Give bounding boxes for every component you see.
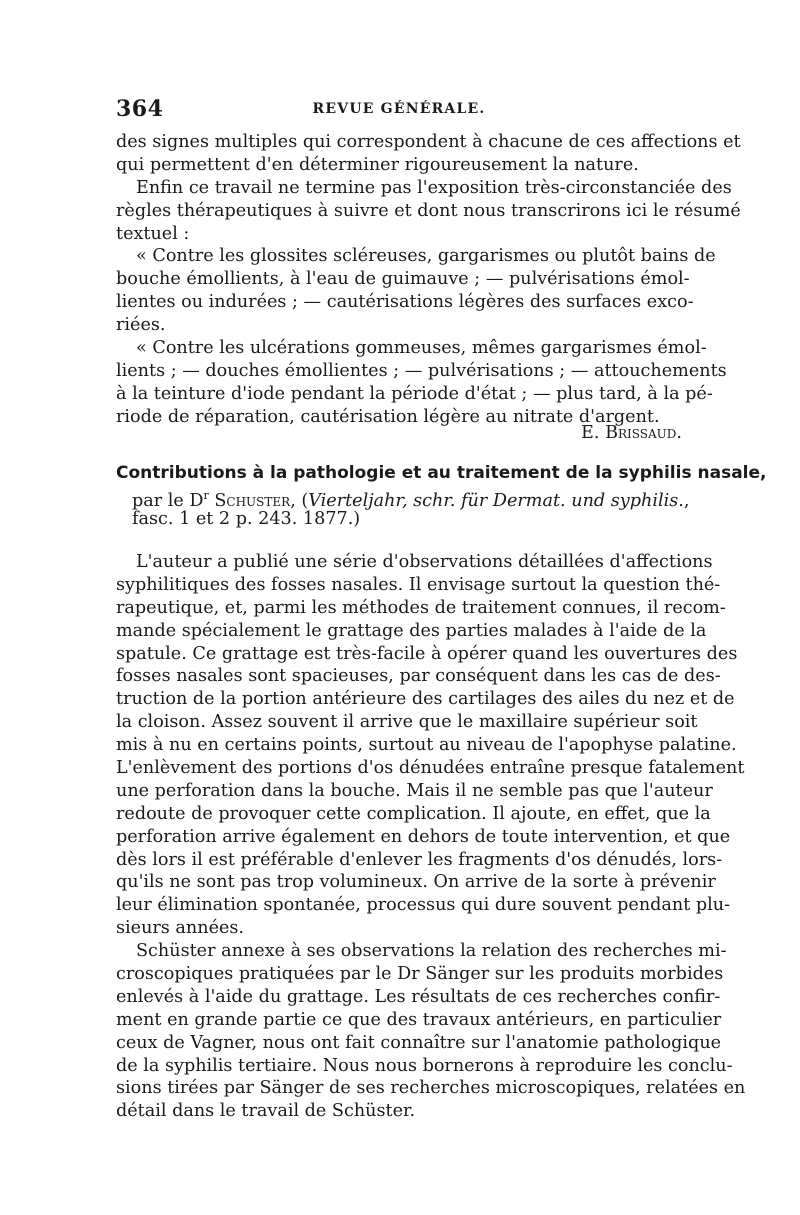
text-line: une perforation dans la bouche. Mais il ne semble pas que l'auteur	[116, 780, 713, 801]
text-line: règles thérapeutiques à suivre et dont nous transcrirons ici le résumé	[116, 200, 741, 221]
text-line: bouche émollients, à l'eau de guimauve ; — pulvérisations émol-	[116, 269, 690, 290]
page-number: 364	[116, 96, 164, 122]
text-line: sions tirées par Sänger de ses recherches microscopiques, relatées en	[116, 1078, 746, 1099]
citation-end: ,	[683, 490, 690, 511]
citation-separator: , (	[290, 490, 309, 511]
citation-superscript: r	[203, 488, 209, 502]
signature-initial: E.	[581, 423, 600, 443]
text-line: ment en grande partie ce que des travaux antérieurs, en particulier	[116, 1009, 722, 1030]
text-line: sieurs années.	[116, 918, 245, 939]
previous-article-text	[116, 131, 741, 429]
text-line: enlevés à l'aide du grattage. Les résultats de ces recherches confir-	[116, 986, 721, 1007]
text-line: fosses nasales sont spacieuses, par conséquent dans les cas de des-	[116, 666, 721, 687]
text-line: redoute de provoquer cette complication. Il ajoute, en effet, que la	[116, 803, 711, 824]
text-line: « Contre les ulcérations gommeuses, mêmes gargarismes émol-	[136, 338, 707, 359]
article-citation-issue: fasc. 1 et 2 p. 243. 1877.)	[132, 508, 361, 529]
article-title: Contributions à la pathologie et au traitement de la syphilis nasale,	[116, 463, 767, 483]
article-citation	[116, 485, 690, 511]
text-line: qui permettent d'en déterminer rigoureusement la nature.	[116, 154, 639, 175]
text-line: « Contre les glossites scléreuses, gargarismes ou plutôt bains de	[136, 246, 716, 267]
text-line: Enfin ce travail ne termine pas l'exposition très-circonstanciée des	[136, 177, 732, 198]
citation-prefix: par le D	[132, 490, 204, 511]
text-line: ceux de Vagner, nous ont fait connaître sur l'anatomie pathologique	[116, 1032, 722, 1053]
text-line: truction de la portion antérieure des cartilages des ailes du nez et de	[116, 689, 735, 710]
text-line: mande spécialement le grattage des parties malades à l'aide de la	[116, 620, 707, 641]
text-line: L'enlèvement des portions d'os dénudées entraîne presque fatalement	[116, 758, 745, 779]
text-line: lientes ou indurées ; — cautérisations légères des surfaces exco-	[116, 292, 694, 313]
text-line: de la syphilis tertiaire. Nous nous bornerons à reproduire les conclu-	[116, 1055, 733, 1076]
text-line: lients ; — douches émollientes ; — pulvérisations ; — attouchements	[116, 360, 727, 381]
text-line: à la teinture d'iode pendant la période d'état ; — plus tard, à la pé-	[116, 383, 713, 404]
text-line: Schüster annexe à ses observations la relation des recherches mi-	[136, 941, 727, 962]
citation-author: Schuster	[214, 490, 291, 511]
text-line: riode de réparation, cautérisation légère au nitrate d'argent.	[116, 406, 660, 427]
article-heading	[116, 462, 767, 531]
text-line: détail dans le travail de Schüster.	[116, 1101, 416, 1122]
citation-journal: Vierteljahr, schr. für Dermat. und syphilis.	[308, 490, 684, 511]
text-line: leur élimination spontanée, processus qui dure souvent pendant plu-	[116, 895, 731, 916]
text-line: perforation arrive également en dehors de toute intervention, et que	[116, 826, 731, 847]
text-line: textuel :	[116, 223, 190, 244]
signature-name: Brissaud.	[605, 423, 682, 443]
text-line: mis à nu en certains points, surtout au niveau de l'apophyse palatine.	[116, 735, 737, 756]
running-title: REVUE GÉNÉRALE.	[312, 101, 486, 117]
text-line: dès lors il est préférable d'enlever les fragments d'os dénudés, lors-	[116, 849, 723, 870]
author-signature	[116, 421, 682, 445]
text-line: la cloison. Assez souvent il arrive que le maxillaire supérieur soit	[116, 712, 698, 733]
text-line: rapeutique, et, parmi les méthodes de traitement connues, il recom-	[116, 597, 726, 618]
text-line: riées.	[116, 315, 166, 336]
article-body	[116, 551, 746, 1123]
page-header	[116, 96, 682, 126]
text-line: des signes multiples qui correspondent à chacune de ces affections et	[116, 132, 741, 152]
text-line: spatule. Ce grattage est très-facile à opérer quand les ouvertures des	[116, 643, 738, 664]
text-line: qu'ils ne sont pas trop volumineux. On arrive de la sorte à prévenir	[116, 872, 716, 893]
text-line: L'auteur a publié une série d'observations détaillées d'affections	[136, 552, 713, 572]
text-line: syphilitiques des fosses nasales. Il envisage surtout la question thé-	[116, 574, 721, 595]
text-line: croscopiques pratiquées par le Dr Sänger sur les produits morbides	[116, 964, 724, 985]
